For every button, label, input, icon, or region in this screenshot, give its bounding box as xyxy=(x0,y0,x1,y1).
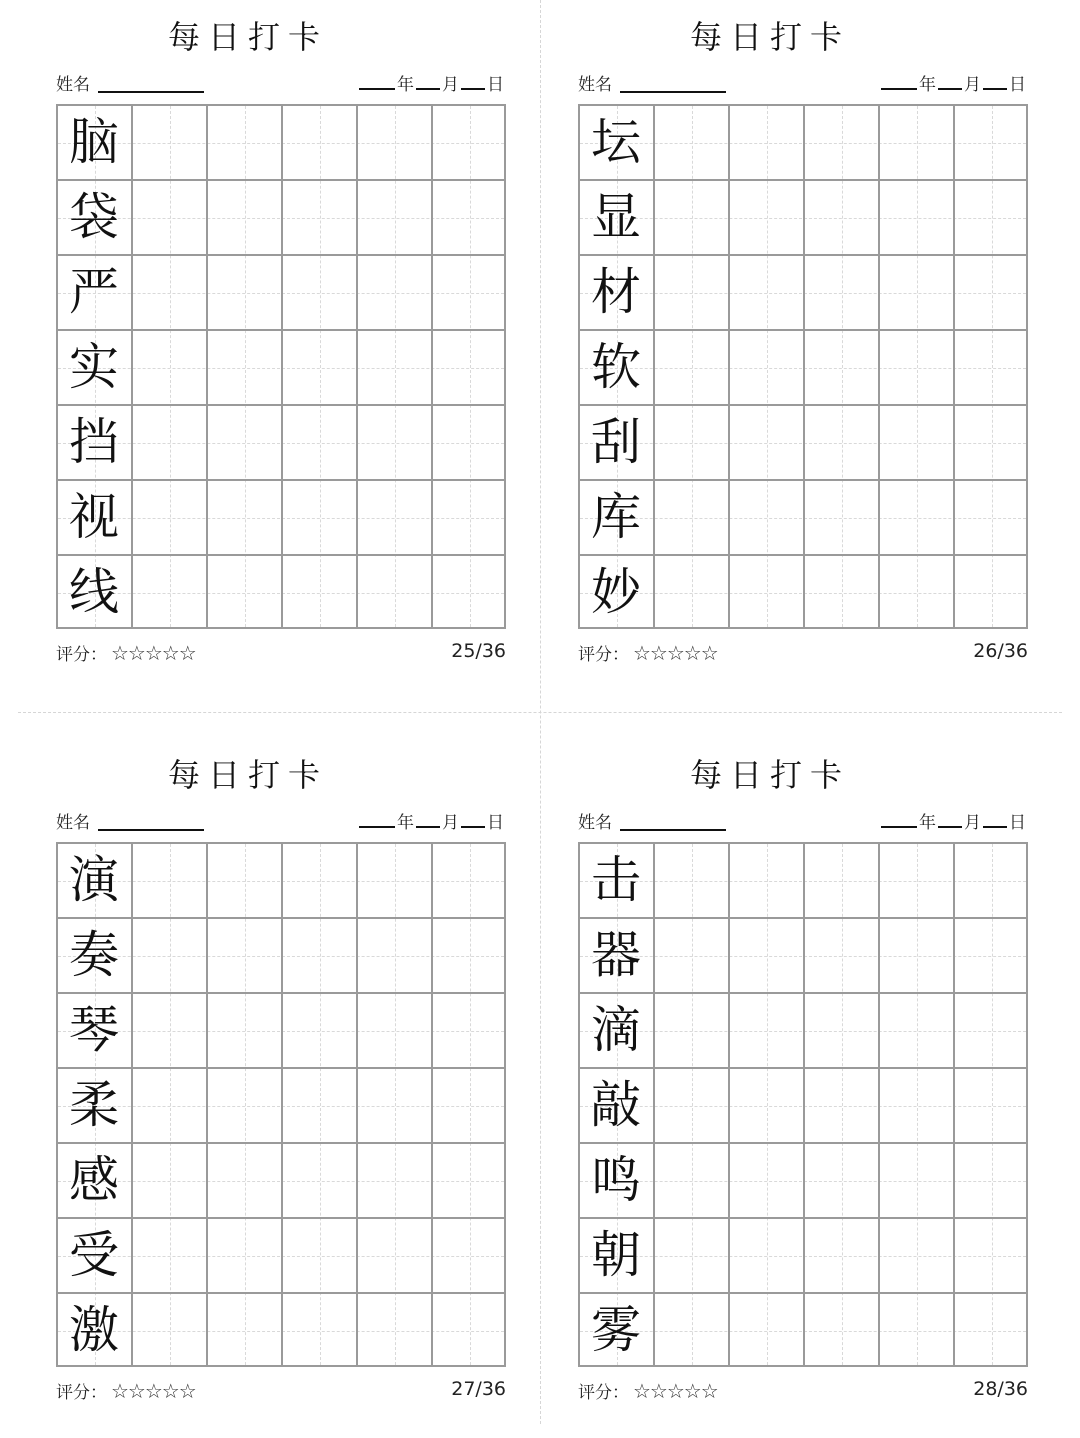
card-title: 每日打卡 xyxy=(689,18,850,56)
model-character: 朝 xyxy=(591,1226,641,1284)
model-character: 柔 xyxy=(69,1076,119,1134)
year-blank xyxy=(881,70,917,90)
rating-stars-icon[interactable]: ☆☆☆☆☆ xyxy=(111,641,196,665)
score-row xyxy=(578,1378,718,1403)
guide-line xyxy=(692,844,693,1365)
name-label: 姓名 xyxy=(56,75,90,95)
page-number: 25/36 xyxy=(451,640,506,662)
year-label: 年 xyxy=(919,813,936,833)
model-character: 软 xyxy=(591,338,641,396)
cell-border xyxy=(356,106,358,627)
guide-line xyxy=(992,106,993,627)
month-label: 月 xyxy=(964,75,981,95)
writing-grid xyxy=(578,104,1028,629)
day-blank xyxy=(461,70,485,90)
score-row xyxy=(578,640,718,665)
guide-line xyxy=(320,844,321,1365)
cell-border xyxy=(878,106,880,627)
guide-line xyxy=(395,844,396,1365)
day-blank xyxy=(983,808,1007,828)
day-label: 日 xyxy=(487,75,504,95)
page-number: 28/36 xyxy=(973,1378,1028,1400)
practice-card xyxy=(18,738,506,1438)
month-label: 月 xyxy=(964,813,981,833)
guide-line xyxy=(692,106,693,627)
model-character: 器 xyxy=(591,926,641,984)
guide-line xyxy=(917,106,918,627)
model-character: 挡 xyxy=(69,413,119,471)
model-character: 实 xyxy=(69,338,119,396)
guide-line xyxy=(470,106,471,627)
cell-border xyxy=(953,106,955,627)
year-blank xyxy=(359,808,395,828)
cell-border xyxy=(728,844,730,1365)
date-field xyxy=(359,70,506,94)
name-label: 姓名 xyxy=(578,75,612,95)
rating-stars-icon[interactable]: ☆☆☆☆☆ xyxy=(111,1379,196,1403)
guide-line xyxy=(842,106,843,627)
score-label: 评分： xyxy=(56,1383,107,1403)
name-date-row xyxy=(56,808,506,832)
practice-card xyxy=(18,0,506,700)
horizontal-cut-line xyxy=(18,712,1062,713)
cell-border xyxy=(356,844,358,1365)
month-label: 月 xyxy=(442,813,459,833)
score-label: 评分： xyxy=(56,645,107,665)
model-character: 击 xyxy=(591,851,641,909)
model-character: 滴 xyxy=(591,1001,641,1059)
cell-border xyxy=(206,844,208,1365)
writing-grid xyxy=(56,842,506,1367)
guide-line xyxy=(767,106,768,627)
score-row xyxy=(56,1378,196,1403)
year-blank xyxy=(881,808,917,828)
model-character: 敲 xyxy=(591,1076,641,1134)
model-character: 视 xyxy=(69,488,119,546)
date-field xyxy=(881,808,1028,832)
guide-line xyxy=(917,844,918,1365)
date-field xyxy=(359,808,506,832)
cell-border xyxy=(131,844,133,1365)
day-label: 日 xyxy=(1009,813,1026,833)
writing-grid xyxy=(578,842,1028,1367)
day-label: 日 xyxy=(487,813,504,833)
model-character: 琴 xyxy=(69,1001,119,1059)
score-row xyxy=(56,640,196,665)
guide-line xyxy=(245,844,246,1365)
model-character: 妙 xyxy=(591,563,641,621)
name-blank xyxy=(98,829,204,831)
card-title: 每日打卡 xyxy=(167,756,328,794)
cell-border xyxy=(803,106,805,627)
date-field xyxy=(881,70,1028,94)
month-blank xyxy=(416,70,440,90)
model-character: 演 xyxy=(69,851,119,909)
day-label: 日 xyxy=(1009,75,1026,95)
rating-stars-icon[interactable]: ☆☆☆☆☆ xyxy=(633,641,718,665)
year-blank xyxy=(359,70,395,90)
score-label: 评分： xyxy=(578,1383,629,1403)
model-character: 脑 xyxy=(69,113,119,171)
guide-line xyxy=(320,106,321,627)
guide-line xyxy=(170,844,171,1365)
cell-border xyxy=(431,844,433,1365)
cell-border xyxy=(803,844,805,1365)
writing-grid xyxy=(56,104,506,629)
year-label: 年 xyxy=(397,75,414,95)
guide-line xyxy=(842,844,843,1365)
month-blank xyxy=(416,808,440,828)
model-character: 鸣 xyxy=(591,1151,641,1209)
name-label: 姓名 xyxy=(578,813,612,833)
name-date-row xyxy=(578,70,1028,94)
cell-border xyxy=(206,106,208,627)
model-character: 奏 xyxy=(69,926,119,984)
year-label: 年 xyxy=(397,813,414,833)
month-blank xyxy=(938,808,962,828)
name-blank xyxy=(620,829,726,831)
page-number: 27/36 xyxy=(451,1378,506,1400)
name-date-row xyxy=(578,808,1028,832)
card-title: 每日打卡 xyxy=(167,18,328,56)
model-character: 激 xyxy=(69,1301,119,1359)
model-character: 感 xyxy=(69,1151,119,1209)
cell-border xyxy=(431,106,433,627)
year-label: 年 xyxy=(919,75,936,95)
practice-card xyxy=(540,738,1028,1438)
guide-line xyxy=(767,844,768,1365)
rating-stars-icon[interactable]: ☆☆☆☆☆ xyxy=(633,1379,718,1403)
cell-border xyxy=(653,106,655,627)
cell-border xyxy=(953,844,955,1365)
name-blank xyxy=(620,91,726,93)
model-character: 袋 xyxy=(69,188,119,246)
cell-border xyxy=(131,106,133,627)
model-character: 受 xyxy=(69,1226,119,1284)
model-character: 雾 xyxy=(591,1301,641,1359)
score-label: 评分： xyxy=(578,645,629,665)
guide-line xyxy=(245,106,246,627)
guide-line xyxy=(395,106,396,627)
month-label: 月 xyxy=(442,75,459,95)
model-character: 坛 xyxy=(591,113,641,171)
day-blank xyxy=(983,70,1007,90)
cell-border xyxy=(281,106,283,627)
page-number: 26/36 xyxy=(973,640,1028,662)
model-character: 显 xyxy=(591,188,641,246)
card-title: 每日打卡 xyxy=(689,756,850,794)
cell-border xyxy=(281,844,283,1365)
model-character: 材 xyxy=(591,263,641,321)
name-date-row xyxy=(56,70,506,94)
model-character: 库 xyxy=(591,488,641,546)
cell-border xyxy=(878,844,880,1365)
month-blank xyxy=(938,70,962,90)
name-label: 姓名 xyxy=(56,813,90,833)
guide-line xyxy=(992,844,993,1365)
day-blank xyxy=(461,808,485,828)
cell-border xyxy=(653,844,655,1365)
model-character: 严 xyxy=(69,263,119,321)
model-character: 刮 xyxy=(591,413,641,471)
guide-line xyxy=(170,106,171,627)
cell-border xyxy=(728,106,730,627)
name-blank xyxy=(98,91,204,93)
model-character: 线 xyxy=(69,563,119,621)
practice-card xyxy=(540,0,1028,700)
guide-line xyxy=(470,844,471,1365)
